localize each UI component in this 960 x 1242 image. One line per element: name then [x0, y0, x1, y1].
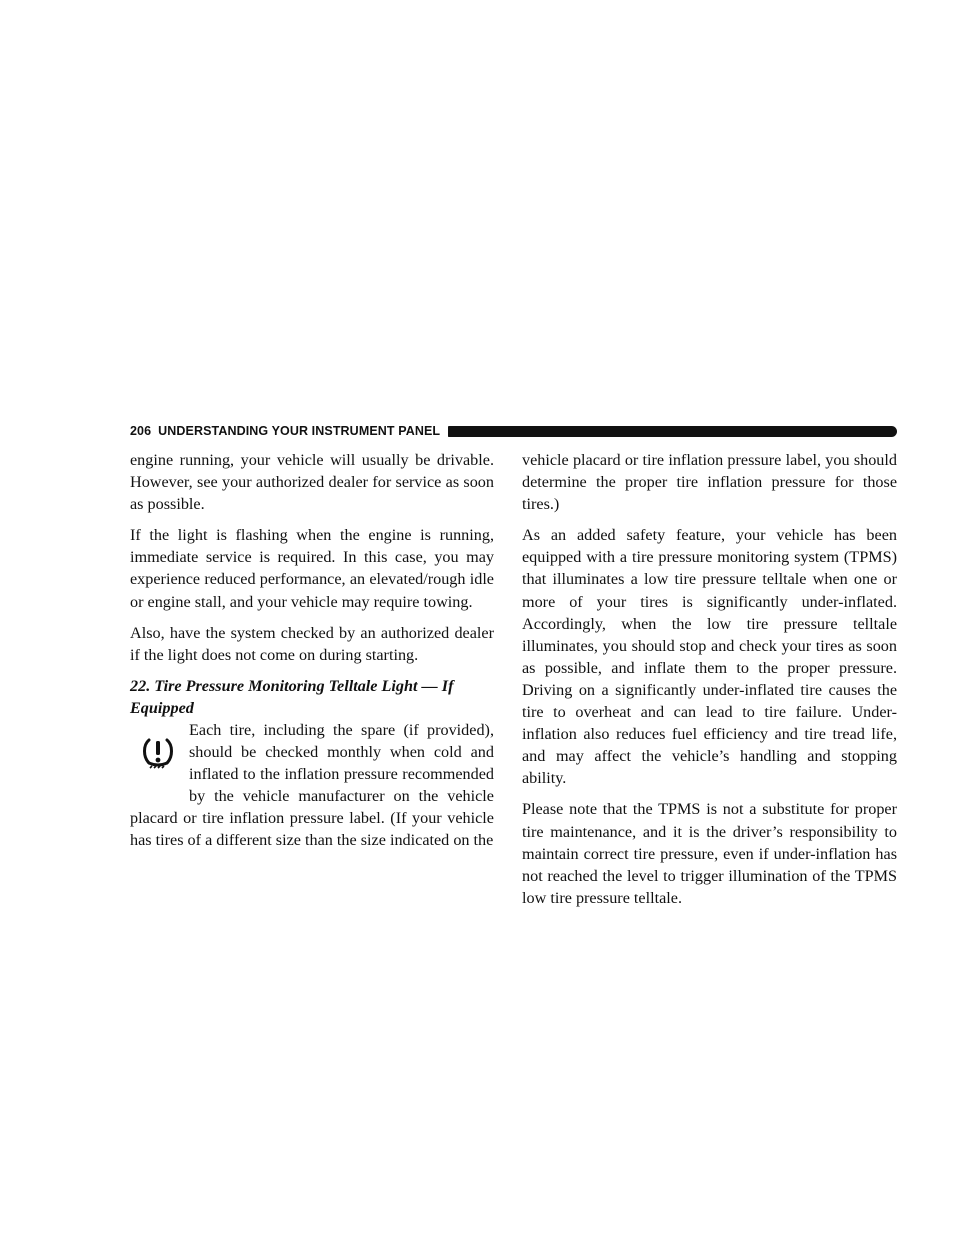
paragraph: Please note that the TPMS is not a substitute for proper tire maintenance, and it is the driver’s responsibility to maintain correct tire pressure, even if under-inflation has not reached the level to trigger illumination of the TPMS low tire pressure telltale. — [522, 800, 897, 907]
section-title: UNDERSTANDING YOUR INSTRUMENT PANEL — [158, 424, 441, 438]
paragraph: As an added safety feature, your vehicle has been equipped with a tire pressure monitoring system (TPMS) that illuminates a low tire pressure telltale when one or more of your tires is significantly under-inflated. Accordingly, when the low tire pressure telltale illuminates, you should stop and check your tires as soon as possible, and inflate them to the proper pressure. Driving on a significantly under-inflated tire causes the tire to overheat and can lead to tire failure. Under-inflation also reduces fuel efficiency and tire tread life, and may affect the vehicle’s handling and stopping ability. — [522, 526, 897, 788]
tire-pressure-warning-icon — [130, 725, 186, 797]
left-column — [130, 449, 494, 860]
paragraph: engine running, your vehicle will usually be drivable. However, see your authorized dealer for service as soon as possible. — [130, 451, 494, 514]
paragraph: Also, have the system checked by an authorized dealer if the light does not come on during starting. — [130, 623, 494, 664]
section-heading: 22. Tire Pressure Monitoring Telltale Light — If Equipped — [130, 676, 454, 717]
right-column — [522, 449, 897, 918]
page-header — [130, 421, 897, 441]
page-number: 206 — [130, 424, 152, 438]
paragraph: Each tire, including the spare (if provided), should be checked monthly when cold and inflated to the inflation pressure recommended by the vehicle manufacturer on the vehicle placard or tire inflation pressure label. (If your vehicle has tires of a different size than the size indicated on the — [130, 720, 494, 850]
paragraph: vehicle placard or tire inflation pressure label, you should determine the proper tire inflation pressure for those tires.) — [522, 451, 897, 514]
paragraph: If the light is flashing when the engine is running, immediate service is required. In this case, you may experience reduced performance, an elevated/rough idle or engine stall, and your vehicle may require towing. — [130, 526, 494, 611]
header-rule-bar — [448, 426, 897, 437]
